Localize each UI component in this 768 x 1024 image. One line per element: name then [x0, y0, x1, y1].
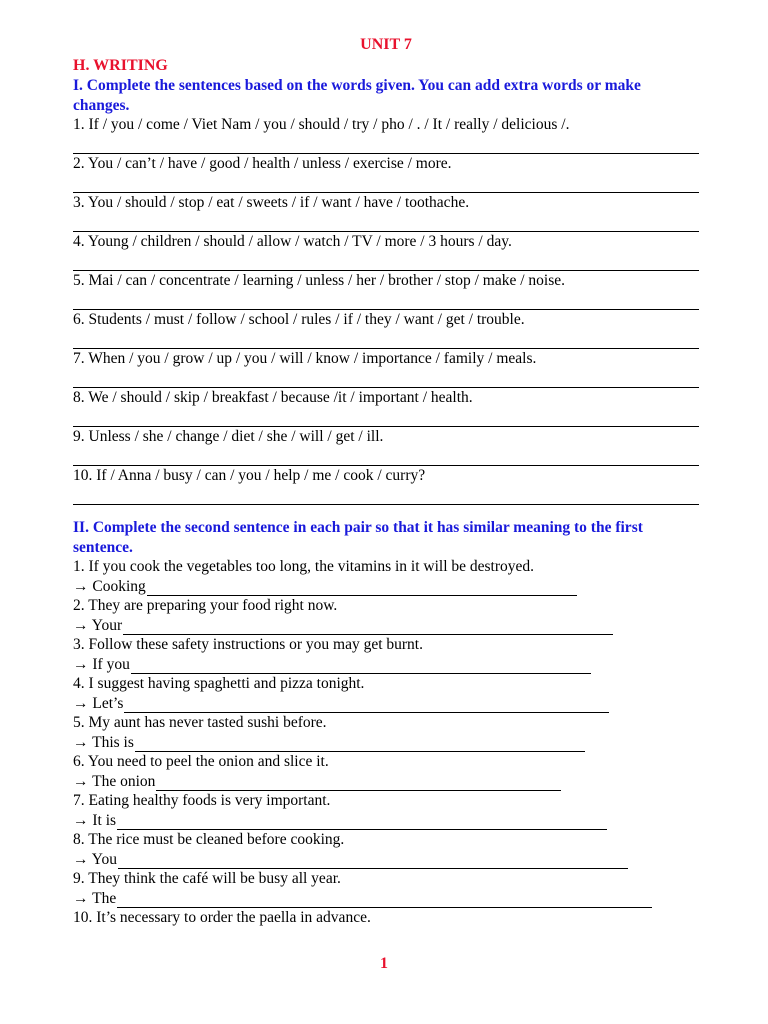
exercise1-item [73, 310, 699, 349]
exercise2-answer-row [73, 850, 699, 870]
answer-line[interactable] [73, 174, 699, 194]
exercise1-prompt: 1. If / you / come / Viet Nam / you / should / try / pho / . / It / really / delicious /. [73, 116, 570, 133]
exercise2-answer-row [73, 655, 699, 675]
answer-line[interactable] [73, 252, 699, 272]
exercise2-item [73, 713, 699, 752]
exercise2-answer-row [73, 889, 699, 909]
exercise1-item [73, 193, 699, 232]
exercise2-prompt: 3. Follow these safety instructions or you may get burnt. [73, 636, 423, 653]
answer-line[interactable] [147, 581, 577, 596]
answer-line[interactable] [73, 447, 699, 467]
exercise2-prompt: 5. My aunt has never tasted sushi before. [73, 714, 327, 731]
exercise1-prompt: 4. Young / children / should / allow / watch / TV / more / 3 hours / day. [73, 233, 512, 250]
exercise2-prompt: 10. It’s necessary to order the paella in advance. [73, 909, 371, 926]
answer-line[interactable] [131, 659, 591, 674]
exercise2-item [73, 557, 699, 596]
exercise1-prompt: 2. You / can’t / have / good / health / unless / exercise / more. [73, 155, 452, 172]
exercise2-answer-row [73, 772, 699, 792]
exercise2-item [73, 674, 699, 713]
answer-line[interactable] [118, 854, 628, 869]
exercise1-list [73, 115, 699, 505]
exercise1-item [73, 154, 699, 193]
answer-start-words: → Let’s [73, 694, 124, 712]
exercise1-prompt: 3. You / should / stop / eat / sweets / if / want / have / toothache. [73, 194, 470, 211]
worksheet-page [73, 30, 699, 928]
exercise1-prompt: 5. Mai / can / concentrate / learning / unless / her / brother / stop / make / noise. [73, 272, 565, 289]
answer-line[interactable] [156, 776, 561, 791]
answer-line[interactable] [73, 330, 699, 350]
exercise2-item [73, 869, 699, 908]
exercise2-item [73, 596, 699, 635]
exercise2-item [73, 635, 699, 674]
exercise2-answer-row [73, 577, 699, 597]
exercise2-prompt: 7. Eating healthy foods is very important. [73, 792, 331, 809]
exercise1-item [73, 232, 699, 271]
exercise2-answer-row [73, 694, 699, 714]
exercise1-prompt: 10. If / Anna / busy / can / you / help / me / cook / curry? [73, 467, 426, 484]
section-title: H. WRITING [73, 57, 168, 74]
exercise1-item [73, 271, 699, 310]
exercise1-item [73, 388, 699, 427]
exercise2-item [73, 791, 699, 830]
answer-start-words: → The [73, 889, 117, 907]
answer-line[interactable] [117, 815, 607, 830]
unit-title: UNIT 7 [360, 36, 412, 53]
answer-line[interactable] [73, 135, 699, 155]
exercise2-item [73, 830, 699, 869]
answer-start-words: → If you [73, 655, 130, 673]
exercise1-item [73, 349, 699, 388]
answer-line[interactable] [117, 893, 652, 908]
exercise2-instruction: II. Complete the second sentence in each pair so that it has similar meaning to the first sentence. [73, 519, 643, 556]
exercise2-prompt: 6. You need to peel the onion and slice it. [73, 753, 329, 770]
answer-start-words: → The onion [73, 772, 156, 790]
answer-start-words: → It is [73, 811, 117, 829]
answer-line[interactable] [73, 369, 699, 389]
exercise2-answer-row [73, 811, 699, 831]
exercise1-instruction: I. Complete the sentences based on the words given. You can add extra words or make changes. [73, 77, 641, 114]
answer-start-words: → Your [73, 616, 123, 634]
answer-line[interactable] [73, 213, 699, 233]
exercise1-item [73, 427, 699, 466]
exercise1-prompt: 8. We / should / skip / breakfast / because /it / important / health. [73, 389, 473, 406]
exercise2-prompt: 8. The rice must be cleaned before cooking. [73, 831, 345, 848]
exercise2-answer-row [73, 616, 699, 636]
exercise2-list [73, 557, 699, 928]
answer-start-words: → Cooking [73, 577, 146, 595]
exercise1-prompt: 9. Unless / she / change / diet / she / will / get / ill. [73, 428, 384, 445]
exercise2-answer-row [73, 733, 699, 753]
answer-line[interactable] [73, 291, 699, 311]
answer-line[interactable] [123, 620, 613, 635]
answer-line[interactable] [73, 408, 699, 428]
page-number: 1 [380, 955, 388, 972]
exercise1-item [73, 466, 699, 505]
answer-line[interactable] [73, 486, 699, 506]
exercise2-prompt: 9. They think the café will be busy all year. [73, 870, 341, 887]
answer-start-words: → You [73, 850, 117, 868]
answer-start-words: → This is [73, 733, 134, 751]
exercise2-item [73, 752, 699, 791]
exercise2-prompt: 1. If you cook the vegetables too long, the vitamins in it will be destroyed. [73, 558, 535, 575]
exercise1-prompt: 7. When / you / grow / up / you / will / know / importance / family / meals. [73, 350, 537, 367]
section-gap [73, 505, 699, 518]
exercise2-prompt: 4. I suggest having spaghetti and pizza tonight. [73, 675, 365, 692]
answer-line[interactable] [124, 698, 609, 713]
exercise1-prompt: 6. Students / must / follow / school / rules / if / they / want / get / trouble. [73, 311, 525, 328]
exercise1-item [73, 115, 699, 154]
exercise2-prompt: 2. They are preparing your food right now. [73, 597, 338, 614]
answer-line[interactable] [135, 737, 585, 752]
exercise2-item [73, 908, 699, 928]
